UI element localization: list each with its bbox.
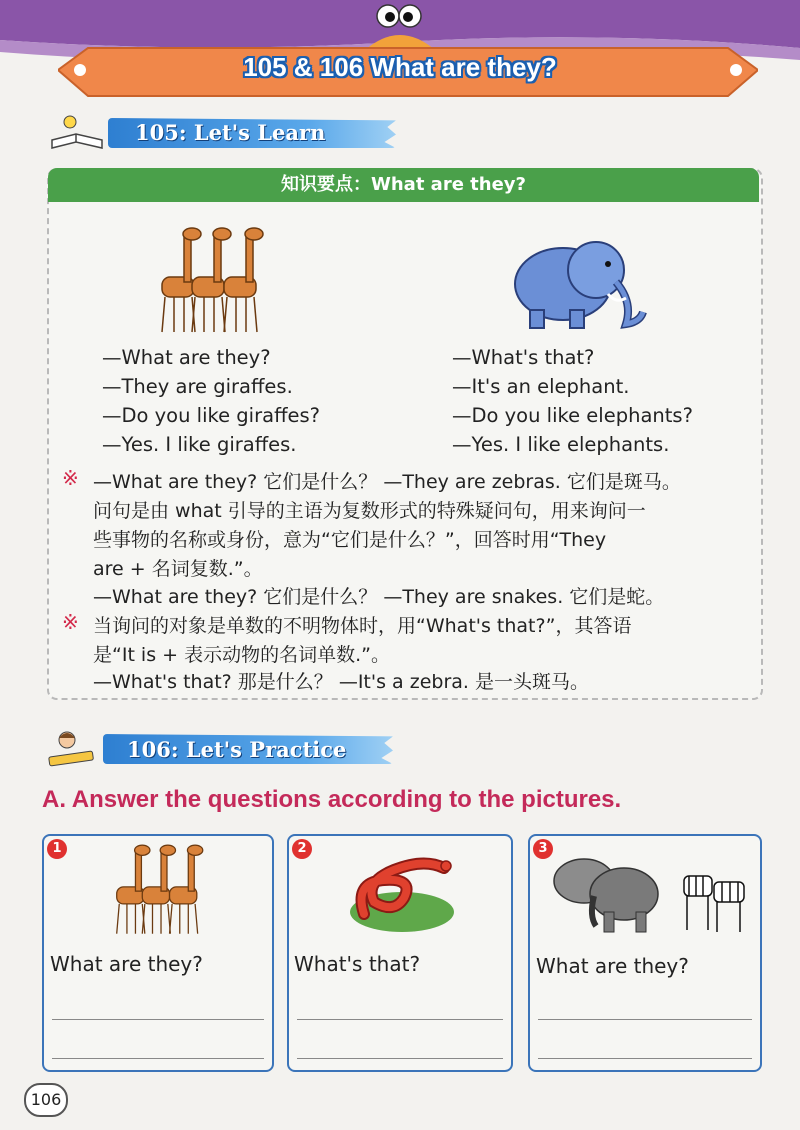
card-question: What are they?: [50, 952, 203, 976]
practice-card-1: [42, 834, 274, 1072]
answer-line-2[interactable]: [538, 1058, 752, 1059]
learn-section-label: 105: Let's Learn: [135, 120, 326, 145]
elephant-illustration: [508, 232, 653, 332]
note-line: are + 名词复数.”。: [93, 558, 263, 580]
note-line: —What's that? 那是什么？ —It's a zebra. 是一头斑马。: [93, 671, 589, 693]
card-number-badge: 2: [292, 839, 312, 859]
left-dialogue-line: —Do you like giraffes?: [102, 404, 321, 427]
note-line: —What are they? 它们是什么？ —They are zebras. 它们是斑马。: [93, 471, 681, 493]
pencil-kid-icon: [45, 728, 100, 770]
elephants-zebras-picture: [544, 846, 754, 936]
note-line: 是“It is + 表示动物的名词单数.”。: [93, 644, 390, 666]
left-dialogue: [102, 343, 320, 459]
answer-line-1[interactable]: [538, 1019, 752, 1020]
right-dialogue-line: —Do you like elephants?: [452, 404, 693, 427]
note-mark: ※: [62, 466, 79, 490]
left-dialogue-line: —They are giraffes.: [102, 375, 293, 398]
card-question: What are they?: [536, 954, 689, 978]
snake-picture: [344, 842, 464, 938]
practice-card-2: [287, 834, 513, 1072]
card-number-badge: 3: [533, 839, 553, 859]
note-line: 问句是由 what 引导的主语为复数形式的特殊疑问句，用来询问一: [93, 500, 646, 522]
answer-line-1[interactable]: [52, 1019, 264, 1020]
practice-card-3: [528, 834, 762, 1072]
note-line: 当询问的对象是单数的不明物体时，用“What's that?”，其答语: [93, 615, 632, 637]
right-dialogue-line: —Yes. I like elephants.: [452, 433, 670, 456]
key-point-bar: 知识要点：What are they?: [48, 168, 759, 202]
right-dialogue: [452, 343, 693, 459]
card-number-badge: 1: [47, 839, 67, 859]
answer-line-2[interactable]: [297, 1058, 503, 1059]
card-question: What's that?: [294, 952, 421, 976]
practice-section-label: 106: Let's Practice: [127, 737, 347, 762]
answer-line-2[interactable]: [52, 1058, 264, 1059]
right-dialogue-line: —It's an elephant.: [452, 375, 630, 398]
right-dialogue-line: —What's that?: [452, 346, 595, 369]
note-line: —What are they? 它们是什么？ —They are snakes. 它们是蛇。: [93, 586, 665, 608]
instruction-heading: A. Answer the questions according to the pictures.: [42, 786, 622, 813]
left-dialogue-line: —Yes. I like giraffes.: [102, 433, 297, 456]
book-lamp-icon: [48, 112, 106, 152]
page-title: 105 & 106 What are they?: [243, 52, 557, 82]
giraffes-illustration: [150, 222, 285, 337]
giraffes-picture: [104, 840, 224, 938]
note-line: 些事物的名称或身份，意为“它们是什么？”，回答时用“They: [93, 529, 607, 551]
page-number: 106: [24, 1083, 68, 1117]
left-dialogue-line: —What are they?: [102, 346, 271, 369]
answer-line-1[interactable]: [297, 1019, 503, 1020]
note-mark: ※: [62, 610, 79, 634]
